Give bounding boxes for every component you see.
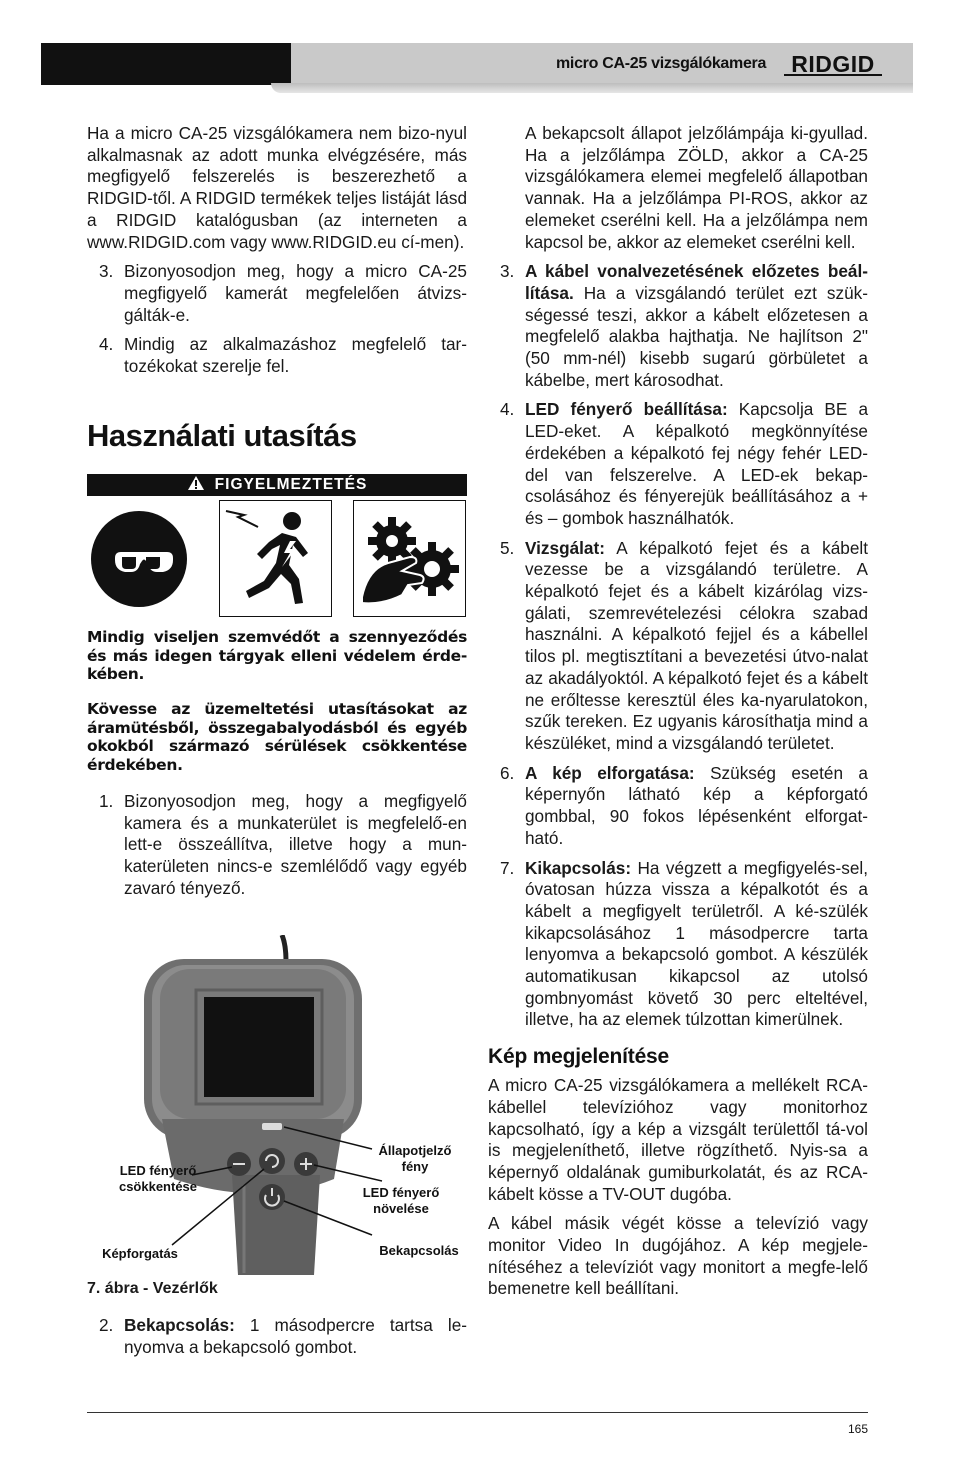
- eye-protection-icon: [87, 500, 200, 617]
- section-heading: Használati utasítás: [87, 418, 357, 453]
- item-bold: A kép elforgatása:: [525, 762, 695, 783]
- list-item: [488, 261, 868, 391]
- item-text: Ha a vizsgálandó terület ezt szük-ségessé teszi, akkor a kábelt előzetesen a megfelelő alakba hajthatja. Ne hajlítson 2" (50 mm-nél) kisebb sugarú görbületet a kábelbe, mert károsodhat.: [525, 282, 868, 390]
- electric-shock-icon: [219, 500, 332, 617]
- item-number: 6.: [500, 762, 515, 783]
- header-title: micro CA-25 vizsgálókamera: [556, 55, 767, 72]
- subsection-heading: Kép megjelenítése: [488, 1045, 670, 1069]
- item-text: Ha végzett a megfigyelés-sel, óvatosan húzza vissza a képalkotót és a kábelt a megfigyelt területről. A ké-szülék kikapcsolásához 1 másodpercre tarta lenyomva a bekapcsoló gombot. A készülék automatikusan kikapcsol az utolsó gombnyomást követő 30 perc elteltével, illetve, ha az elemek túlzottan kimerülnek.: [525, 857, 868, 1030]
- footer-rule: [87, 1412, 868, 1413]
- item-text: Bizonyosodjon meg, hogy a micro CA-25 megfigyelő kamerát megfelelően átvizs-gálták-e.: [124, 261, 467, 325]
- item-text: A képalkotó fejet és a kábelt vezesse be a vizsgálandó területre. A képalkotó fejet és a kábelt kizárólag vizs-gálati, szemrevételezési célokra szabad használni. A képalkotó fejjel és a kábellel tilos pl. megtisztítani a bevezetési útvo-nalat az akadályoktól. A képalkotó fejet és a kábelt ne erőltesse keresztül éles ka-nyarulatokon, szűk tereken. Ez ugyanis károsíthatja mind a készüléket, mind a vizsgálandó területet.: [525, 537, 868, 753]
- list-item: [488, 858, 868, 1032]
- item-number: 7.: [500, 857, 515, 878]
- left-list-1: [87, 791, 467, 900]
- item-text: Szükség esetén a képernyőn látható kép a képforgató gombbal, 90 fokos lépésenként elforgat-ható.: [525, 762, 868, 848]
- entanglement-gears-icon: [353, 500, 466, 617]
- item-bold: Kikapcsolás:: [525, 857, 632, 878]
- list-item: [488, 763, 868, 850]
- item-bold: A kábel vonalvezetésének előzetes beál-lítása.: [525, 261, 868, 303]
- list-item: [87, 261, 467, 326]
- warning-label: FIGYELMEZTETÉS: [214, 476, 368, 493]
- item-text: Kapcsolja BE a LED-eket. A képalkotó megkönnyítése érdekében a képalkotó fej négy fehér LED-del van felszerelve. A LED-ek bekap-csolásához és fényerejük beállításához a + és – gombok használhatók.: [525, 399, 869, 528]
- list-item: [87, 791, 467, 900]
- item-bold: LED fényerő beállítása:: [525, 399, 728, 420]
- header-black-bar: [41, 43, 291, 85]
- item-number: 1.: [99, 791, 114, 811]
- label-power: Bekapcsolás: [379, 1243, 459, 1258]
- ridgid-logo: [781, 50, 885, 78]
- item-number: 3.: [99, 261, 114, 282]
- warning-text-instructions: Kövesse az üzemeltetési utasításokat az áramütésből, összegabalyodásból és egyéb okokból származó sérülések csökkentése érdekében.: [87, 700, 467, 774]
- item-number: 4.: [99, 334, 114, 355]
- warning-banner: [87, 474, 467, 496]
- display-paragraph-2: A kábel másik végét kösse a televízió vagy monitor Video In dugójához. A kép megjele-nítéséhez a televíziót vagy monitort a megfe-lelő bemenetre kell beállítani.: [488, 1213, 868, 1299]
- controls-figure: [92, 935, 470, 1275]
- item-number: 5.: [500, 537, 515, 558]
- item-text: Bizonyosodjon meg, hogy a megfigyelő kamera és a munkaterület is megfelelő-en lett-e összeállítva, illetve hogy a mun-katerületen nincs-e szemlélődő vagy egyéb zavaró tényező.: [124, 791, 467, 898]
- label-led-decrease: LED fényerő csökkentése: [118, 1163, 198, 1194]
- item-bold: Bekapcsolás:: [124, 1315, 235, 1335]
- item-number: 4.: [500, 399, 515, 420]
- label-led-increase: LED fényerő növelése: [362, 1185, 440, 1216]
- item-text: Mindig az alkalmazáshoz megfelelő tar-tozékokat szerelje fel.: [124, 334, 467, 377]
- page-number: 165: [848, 1422, 869, 1436]
- continued-paragraph: A bekapcsolt állapot jelzőlámpája ki-gyullad. Ha a jelzőlámpa ZÖLD, akkor a CA-25 vizsgálókamera elemei megfelelő állapotban vannak. Ha a jelzőlámpa PI-ROS, akkor az elemeket cserélni kell. Ha a jelzőlámpa nem kapcsol be, akkor az elemeket cserélni kell.: [525, 123, 868, 252]
- list-item: [87, 334, 467, 377]
- label-rotate: Képforgatás: [102, 1246, 178, 1261]
- right-column: [488, 123, 868, 1300]
- warning-triangle-icon: [187, 475, 205, 491]
- figure-caption: 7. ábra - Vezérlők: [87, 1280, 218, 1297]
- left-column: [87, 123, 467, 378]
- list-item: [488, 538, 868, 755]
- warning-text-eye: Mindig viseljen szemvédőt a szennyeződés és más idegen tárgyak elleni védelem érde-kében.: [87, 628, 467, 683]
- ridgid-logo-text: RIDGID: [791, 51, 875, 77]
- list-item: [87, 1315, 467, 1358]
- intro-paragraph: Ha a micro CA-25 vizsgálókamera nem bizo-nyul alkalmasnak az adott munka elvégzésére, más megfigyelő felszerelés is beszerezhető a RIDGID-től. A RIDGID termékek teljes listáját lásd a RIDGID katalógusban (az interneten a www.RIDGID.com vagy www.RIDGID.eu cí-men).: [87, 123, 467, 252]
- list-item: [488, 399, 868, 529]
- item-number: 3.: [500, 261, 515, 282]
- left-list-2: [87, 1315, 467, 1358]
- label-status-light: Állapotjelző fény: [378, 1143, 452, 1174]
- display-paragraph-1: A micro CA-25 vizsgálókamera a mellékelt RCA-kábellel televízióhoz vagy monitorhoz kapcsolható, így a kép a vizsgált területtől tá-vol is megjeleníthető, illetve rögzíthető. Nyis-sa a képernyő oldalának gumiburkolatát, és az RCA-kábelt kösse a TV-OUT dugóba.: [488, 1075, 868, 1204]
- item-text: 1 másodpercre tartsa le-nyomva a bekapcsoló gombot.: [124, 1315, 467, 1357]
- item-number: 2.: [99, 1315, 114, 1335]
- item-bold: Vizsgálat:: [525, 537, 605, 558]
